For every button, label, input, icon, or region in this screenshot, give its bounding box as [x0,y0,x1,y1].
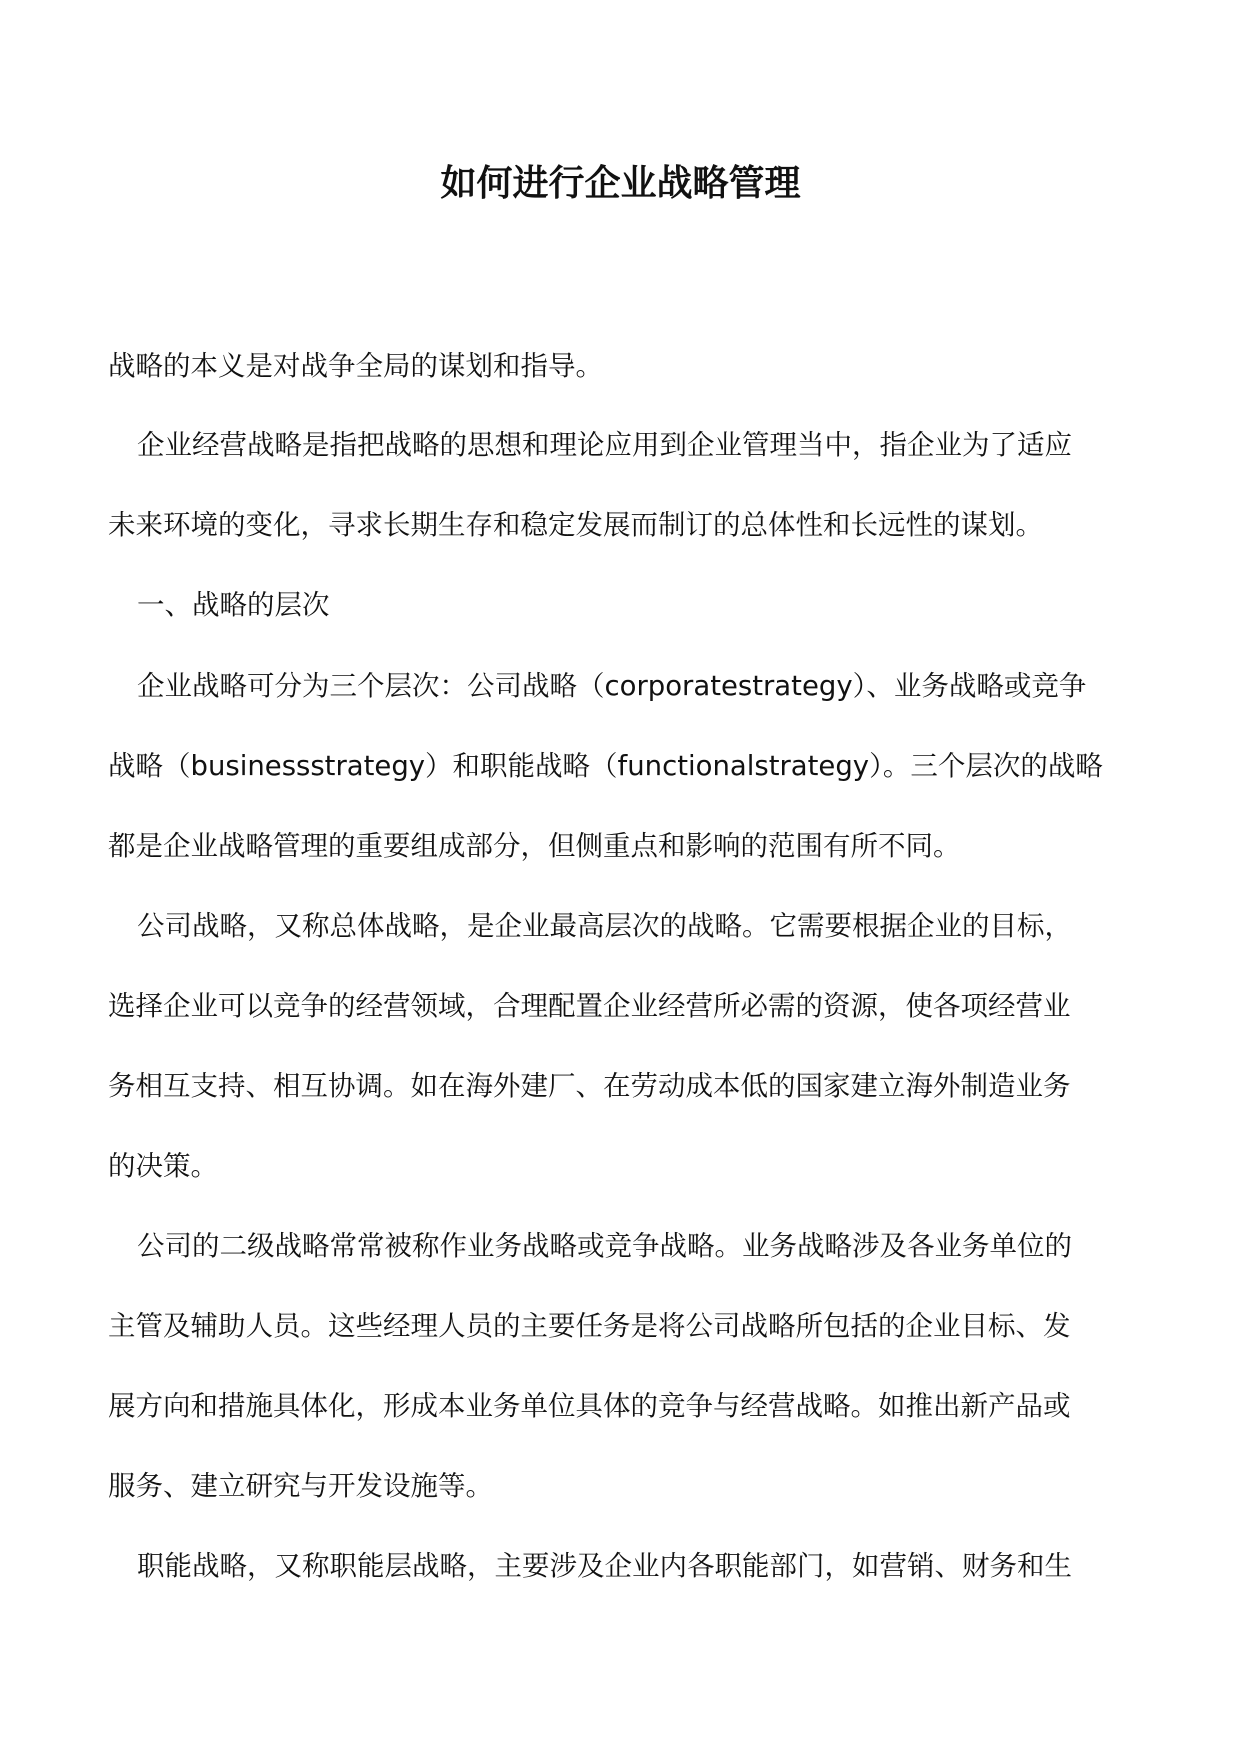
section-heading: 一、战略的层次 [137,589,330,621]
paragraph-line: 公司战略，又称总体战略，是企业最高层次的战略。它需要根据企业的目标， [137,910,1072,942]
paragraph-line: 展方向和措施具体化，形成本业务单位具体的竞争与经营战略。如推出新产品或 [108,1390,1071,1422]
paragraph-line: 选择企业可以竞争的经营领域，合理配置企业经营所必需的资源，使各项经营业 [108,990,1071,1022]
page-title: 如何进行企业战略管理 [440,162,801,204]
paragraph-line: 企业战略可分为三个层次：公司战略（corporatestrategy）、业务战略或竞争 [137,670,1087,702]
paragraph-line: 主管及辅助人员。这些经理人员的主要任务是将公司战略所包括的企业目标、发 [108,1310,1071,1342]
paragraph-line: 务相互支持、相互协调。如在海外建厂、在劳动成本低的国家建立海外制造业务 [108,1070,1071,1102]
paragraph-line: 战略的本义是对战争全局的谋划和指导。 [108,350,603,382]
paragraph-line: 公司的二级战略常常被称作业务战略或竞争战略。业务战略涉及各业务单位的 [137,1230,1072,1262]
paragraph-line: 职能战略，又称职能层战略，主要涉及企业内各职能部门，如营销、财务和生 [137,1550,1072,1582]
paragraph-line: 服务、建立研究与开发设施等。 [108,1470,493,1502]
paragraph-line: 都是企业战略管理的重要组成部分，但侧重点和影响的范围有所不同。 [108,830,961,862]
paragraph-line: 未来环境的变化，寻求长期生存和稳定发展而制订的总体性和长远性的谋划。 [108,509,1043,541]
paragraph-line: 战略（businessstrategy）和职能战略（functionalstrategy）。三个层次的战略 [108,750,1103,782]
paragraph-line: 的决策。 [108,1150,218,1182]
paragraph-line: 企业经营战略是指把战略的思想和理论应用到企业管理当中，指企业为了适应 [137,429,1072,461]
